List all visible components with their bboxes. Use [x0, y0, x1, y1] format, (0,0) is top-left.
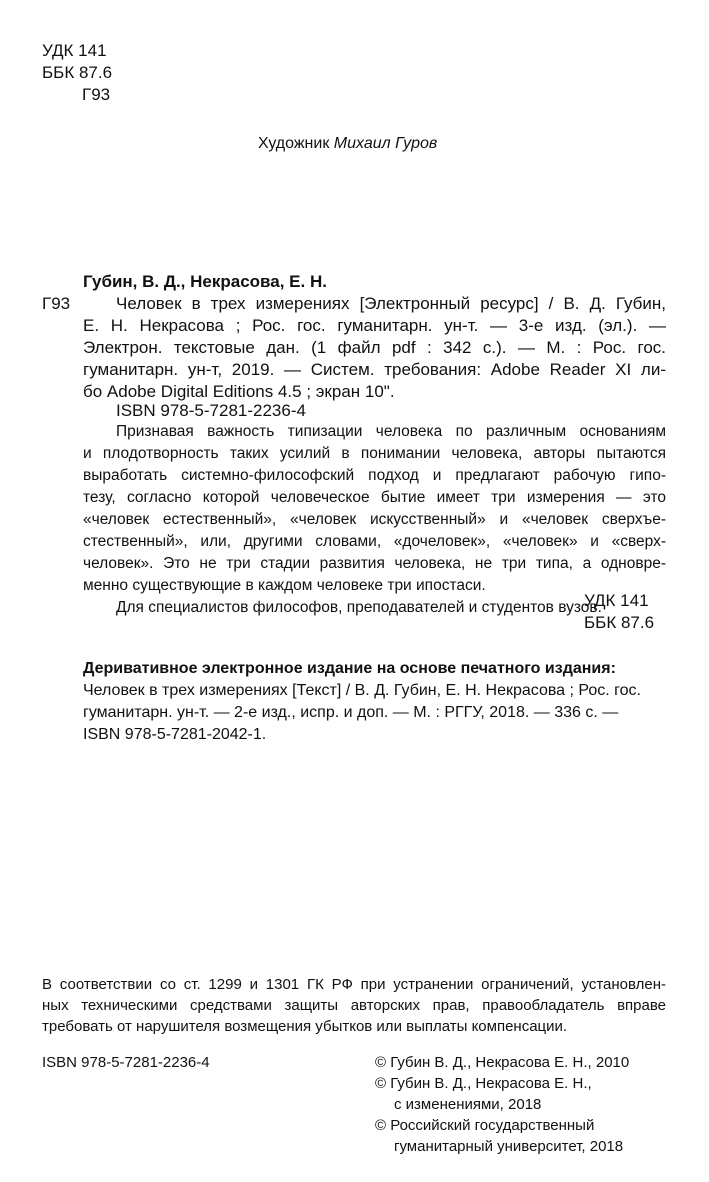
- footer-isbn: ISBN 978-5-7281-2236-4: [42, 1054, 210, 1071]
- record-isbn: ISBN 978-5-7281-2236-4: [116, 401, 306, 420]
- copyright-line: © Российский государственный: [375, 1117, 595, 1134]
- legal-line: В соответствии со ст. 1299 и 1301 ГК РФ при устранении ограничений, установлен-: [42, 976, 666, 993]
- abstract: [83, 421, 666, 619]
- artist-name: Михаил Гуров: [333, 135, 438, 152]
- record-description: [83, 293, 666, 403]
- derivative-edition: [83, 658, 666, 746]
- copyright-block: [375, 1052, 629, 1157]
- record-line: Е. Н. Некрасова ; Рос. гос. гуманитарн. ун-т. — 3-е изд. (эл.). —: [83, 316, 666, 335]
- legal-line: ных техническими средствами защиты авторских прав, правообладатель вправе: [42, 997, 666, 1014]
- abstract-line: стественный», или, другими словами, «дочеловек», «человек» и «сверх-: [83, 533, 666, 550]
- udk-code-top: УДК 141: [42, 41, 107, 60]
- abstract-line: менно существующие в каждом человеке три ипостаси.: [83, 577, 486, 594]
- copyright-line: с изменениями, 2018: [394, 1096, 542, 1113]
- legal-notice: [42, 974, 666, 1037]
- udk-code-bottom: УДК 141: [584, 591, 649, 610]
- copyright-line: © Губин В. Д., Некрасова Е. Н.,: [375, 1075, 592, 1092]
- author-mark-top: Г93: [82, 85, 111, 104]
- abstract-line: тезу, согласно которой человеческое бытие имеет три измерения — это: [83, 489, 666, 506]
- artist-credit: [258, 133, 437, 155]
- abstract-line: выработать системно-философский подход и предлагают рабочую гипо-: [83, 467, 666, 484]
- copyright-line: © Губин В. Д., Некрасова Е. Н., 2010: [375, 1054, 630, 1071]
- record-line: Человек в трех измерениях [Электронный ресурс] / В. Д. Губин,: [116, 294, 666, 313]
- derivative-line: гуманитарн. ун-т. — 2-е изд., испр. и доп. — М. : РГГУ, 2018. — 336 с. —: [83, 704, 619, 721]
- derivative-line: ISBN 978-5-7281-2042-1.: [83, 726, 267, 743]
- bbk-code-top: ББК 87.6: [42, 63, 113, 82]
- abstract-line: «человек естественный», «человек искусственный» и «человек сверхъе-: [83, 511, 666, 528]
- abstract-audience: Для специалистов философов, преподавателей и студентов вузов.: [116, 599, 602, 616]
- derivative-line: Человек в трех измерениях [Текст] / В. Д. Губин, Е. Н. Некрасова ; Рос. гос.: [83, 682, 641, 699]
- record-line: гуманитарн. ун-т, 2019. — Систем. требования: Adobe Reader XI ли-: [83, 360, 666, 379]
- abstract-line: и плодотворность таких усилий в понимании человека, авторы пытаются: [83, 445, 666, 462]
- derivative-heading: Деривативное электронное издание на основе печатного издания:: [83, 660, 616, 677]
- abstract-line: Признавая важность типизации человека по различным основаниям: [116, 423, 666, 440]
- record-line: бо Adobe Digital Editions 4.5 ; экран 10".: [83, 382, 395, 401]
- record-author-mark: Г93: [42, 294, 71, 313]
- record-authors: Губин, В. Д., Некрасова, Е. Н.: [83, 272, 327, 291]
- record-line: Электрон. текстовые дан. (1 файл pdf : 342 с.). — М. : Рос. гос.: [83, 338, 666, 357]
- bbk-code-bottom: ББК 87.6: [584, 613, 655, 632]
- artist-role: Художник: [258, 135, 330, 152]
- abstract-line: человек». Это не три стадии развития человека, не три типа, а одновре-: [83, 555, 666, 572]
- legal-line: требовать от нарушителя возмещения убытков или выплаты компенсации.: [42, 1018, 568, 1035]
- copyright-line: гуманитарный университет, 2018: [394, 1138, 624, 1155]
